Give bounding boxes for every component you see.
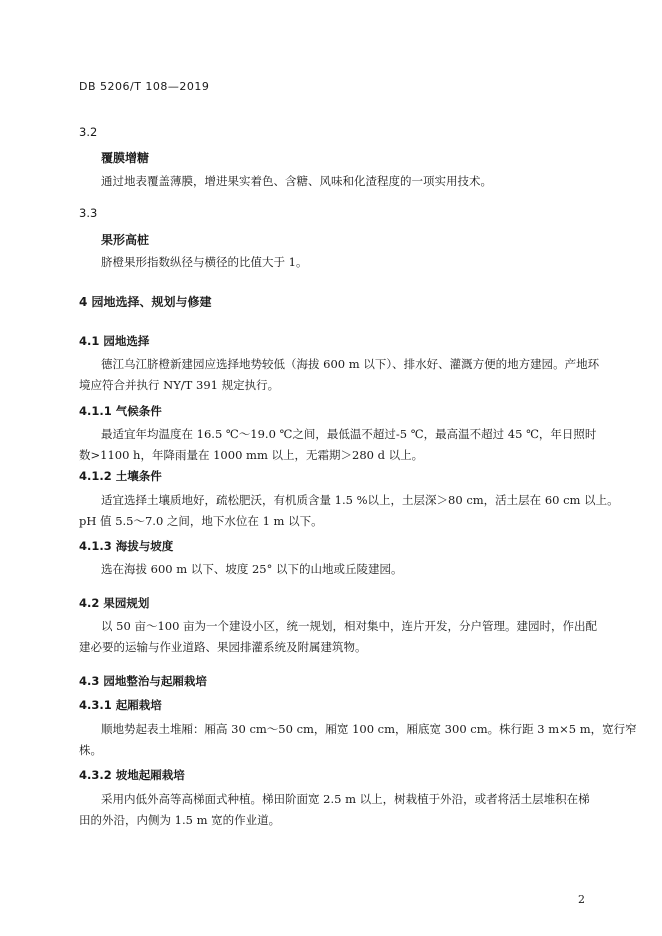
paragraph-4-1-2-line-1: 适宜选择土壤质地好，疏松肥沃，有机质含量 1.5 %以上，土层深＞80 cm，活土层在 60 cm 以上。: [101, 493, 619, 507]
section-title-4-3-1: 4.3.1 起厢栽培: [79, 698, 162, 712]
section-title-4-1-2: 4.1.2 土壤条件: [79, 469, 162, 483]
section-title-4-2: 4.2 果园规划: [79, 596, 150, 610]
paragraph-4-1-line-1: 德江乌江脐橙新建园应选择地势较低（海拔 600 m 以下）、排水好、灌溉方便的地方建园。产地环: [101, 357, 600, 371]
section-title-4-1-3: 4.1.3 海拔与坡度: [79, 539, 174, 553]
paragraph-4-3-1-line-1: 顺地势起表土堆厢：厢高 30 cm～50 cm，厢宽 100 cm，厢底宽 300 cm。株行距 3 m×5 m，宽行窄: [101, 722, 637, 736]
paragraph-4-2-line-2: 建必要的运输与作业道路、果园排灌系统及附属建筑物。: [79, 640, 367, 654]
paragraph-4-3-2-line-1: 采用内低外高等高梯面式种植。梯田阶面宽 2.5 m 以上，树栽植于外沿，或者将活土层堆积在梯: [101, 792, 590, 806]
definition-3-2: 通过地表覆盖薄膜，增进果实着色、含糖、风味和化渣程度的一项实用技术。: [101, 174, 492, 188]
paragraph-4-1-1-line-1: 最适宜年均温度在 16.5 ℃～19.0 ℃之间，最低温不超过-5 ℃，最高温不超过 45 ℃，年日照时: [101, 427, 597, 441]
definition-3-3: 脐橙果形指数纵径与横径的比值大于 1。: [101, 255, 308, 269]
section-title-4-3-2: 4.3.2 坡地起厢栽培: [79, 768, 185, 782]
document-header: DB 5206/T 108—2019: [79, 80, 210, 93]
term-3-3: 果形高桩: [101, 233, 150, 247]
paragraph-4-1-line-2: 境应符合并执行 NY/T 391 规定执行。: [79, 378, 280, 392]
term-3-2: 覆膜增糖: [101, 151, 150, 165]
section-title-4-1-1: 4.1.1 气候条件: [79, 404, 162, 418]
clause-number-3-2: 3.2: [79, 125, 98, 139]
section-title-4-1: 4.1 园地选择: [79, 334, 150, 348]
section-title-4: 4 园地选择、规划与修建: [79, 295, 212, 309]
paragraph-4-2-line-1: 以 50 亩～100 亩为一个建设小区，统一规划，相对集中，连片开发，分户管理。建园时，作出配: [101, 619, 598, 633]
clause-number-3-3: 3.3: [79, 206, 98, 220]
page-number: 2: [578, 893, 585, 906]
paragraph-4-1-1-line-2: 数>1100 h，年降雨量在 1000 mm 以上，无霜期＞280 d 以上。: [79, 448, 424, 462]
paragraph-4-1-2-line-2: pH 值 5.5～7.0 之间，地下水位在 1 m 以下。: [79, 514, 323, 528]
paragraph-4-3-2-line-2: 田的外沿，内侧为 1.5 m 宽的作业道。: [79, 813, 281, 827]
section-title-4-3: 4.3 园地整治与起厢栽培: [79, 674, 207, 688]
paragraph-4-3-1-line-2: 株。: [79, 743, 102, 757]
paragraph-4-1-3-line-1: 选在海拔 600 m 以下、坡度 25° 以下的山地或丘陵建园。: [101, 562, 403, 576]
